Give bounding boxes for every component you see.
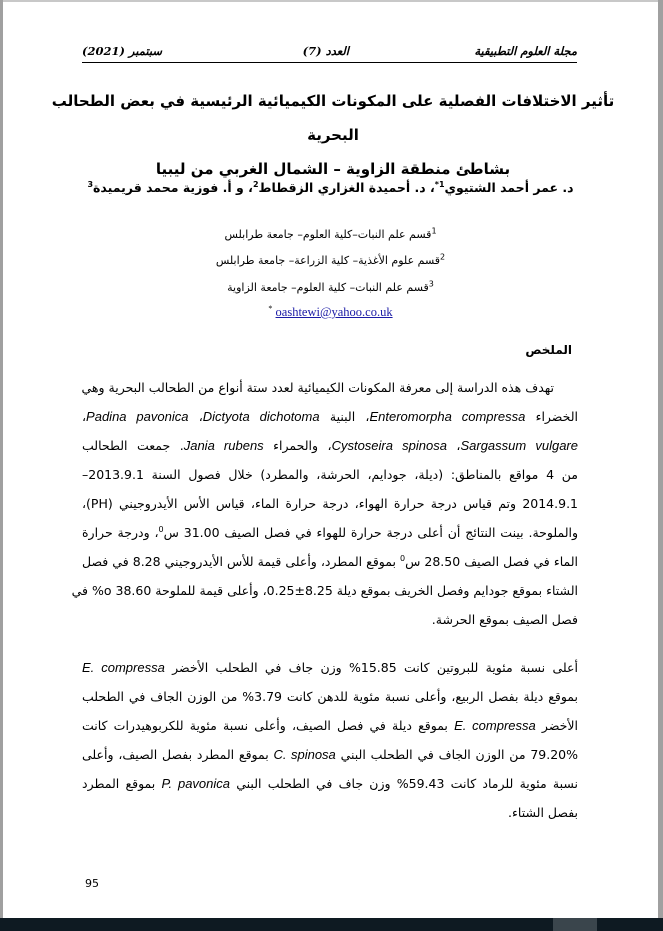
affiliation-1: $^1$قسم علم النبات–كلية العلوم– جامعة طرابلس — [224, 226, 437, 241]
abstract-paragraph-1 — [71, 373, 579, 634]
email-link[interactable]: oashtewi@yahoo.co.uk — [275, 305, 393, 320]
journal-name: مجلة العلوم التطبيقية — [474, 44, 577, 58]
taskbar — [0, 918, 663, 931]
affiliation-3: $^3$قسم علم النبات– كلية العلوم– جامعة الزاوية — [227, 279, 434, 294]
author-list — [83, 180, 578, 195]
text-line: فصل الصيف بموقع الحرشة. — [431, 612, 578, 627]
abstract-paragraph-2 — [82, 653, 578, 827]
species-name: C. spinosa — [273, 747, 336, 762]
text-line: 79.20% من الوزن الجاف في الطحلب البني C. spinosa بموقع المطرد بفصل الصيف، وأعلى — [82, 747, 578, 762]
text-line: بموقع ديلة بفصل الربيع، وأعلى نسبة مئوية للدهن كانت 3.79% من الوزن الجاف في الطحلب — [82, 689, 578, 704]
document-page — [3, 2, 658, 918]
text-line: الأخضر E. compressa بموقع ديلة في فصل الصيف، وأعلى نسبة مئوية للكربوهيدرات كانت — [82, 718, 578, 733]
issue-date: سبتمبر (2021) — [82, 44, 162, 58]
text-line: الخضراء Enteromorpha compressa، البنية Dictyota dichotoma، Padina pavonica، — [82, 409, 579, 424]
paper-title — [43, 84, 623, 186]
author-3: أ. فوزية محمد قريميدة$^3$ — [87, 179, 232, 195]
affiliation-2: $^2$قسم علوم الأغذية– كلية الزراعة– جامعة طرابلس — [215, 252, 446, 267]
title-line-1: تأثير الاختلافات الفصلية على المكونات الكيميائية الرئيسية في بعض الطحالب البحرية — [51, 92, 615, 144]
running-header — [82, 42, 577, 63]
text-line: Sargassum vulgare، Cystoseira spinosa، والحمراء Jania rubens. جمعت الطحالب — [82, 438, 578, 453]
text-line: الماء في فصل الصيف 28.50 س$^0$ بموقع المطرد، وأعلى قيمة للأس الأيدروجيني 8.28 في فصل — [82, 553, 579, 569]
text-line: الشتاء بموقع جودايم وفصل الخريف بموقع ديلة 8.25±0.25، وأعلى قيمة للملوحة 38.60 o% في — [71, 583, 578, 598]
issue-number: العدد (7) — [302, 44, 349, 58]
text-line: تهدف هذه الدراسة إلى معرفة المكونات الكيميائية لعدد ستة أنواع من الطحالب البحرية وهي — [81, 380, 554, 395]
taskbar-item[interactable] — [553, 918, 597, 931]
degree-superscript: 0 — [400, 553, 406, 563]
title-line-2: بشاطئ منطقة الزاوية – الشمال الغربي من ليبيا — [155, 160, 511, 178]
text-line: 2014.9.1 وتم قياس درجة حرارة الهواء، درجة حرارة الماء، قياس الأس الأيدروجيني (PH)، — [82, 496, 578, 511]
species-name: Sargassum vulgare — [460, 438, 578, 453]
text-line: والملوحة. بينت النتائج أن أعلى درجة حرارة للهواء في فصل الصيف 31.00 س$^0$، ودرجة حرارة — [82, 524, 579, 540]
text-line: نسبة مئوية للرماد كانت 59.43% وزن جاف في الطحلب البني P. pavonica بموقع المطرد — [82, 776, 579, 791]
text-line: من 4 مواقع بالمناطق: (ديلة، جودايم، الحرشة، والمطرد) خلال فصول السنة 2013.9.1– — [82, 467, 579, 482]
species-name: Padina pavonica — [86, 409, 189, 424]
page-number: 95 — [85, 877, 99, 890]
text-line: بفصل الشتاء. — [508, 805, 578, 820]
species-name: Enteromorpha compressa — [369, 409, 526, 424]
species-name: E. compressa — [454, 718, 536, 733]
abstract-heading: الملخص — [525, 343, 572, 357]
species-name: P. pavonica — [161, 776, 230, 791]
species-name: Dictyota dichotoma — [202, 409, 320, 424]
text-line: أعلى نسبة مئوية للبروتين كانت 15.85% وزن جاف في الطحلب الأخضر E. compressa — [82, 660, 578, 675]
author-1: د. عمر أحمد الشتيوي$^{1*}$، — [425, 179, 574, 195]
author-2: د. أحميدة الغزاري الزقطاط$^2$، و — [231, 179, 426, 195]
corresponding-email: * oashtewi@yahoo.co.uk — [268, 304, 393, 320]
species-name: Cystoseira spinosa — [331, 438, 447, 453]
degree-superscript: 0 — [158, 524, 164, 534]
vertical-scrollbar[interactable] — [658, 0, 663, 918]
species-name: E. compressa — [82, 660, 165, 675]
species-name: Jania rubens — [183, 438, 264, 453]
